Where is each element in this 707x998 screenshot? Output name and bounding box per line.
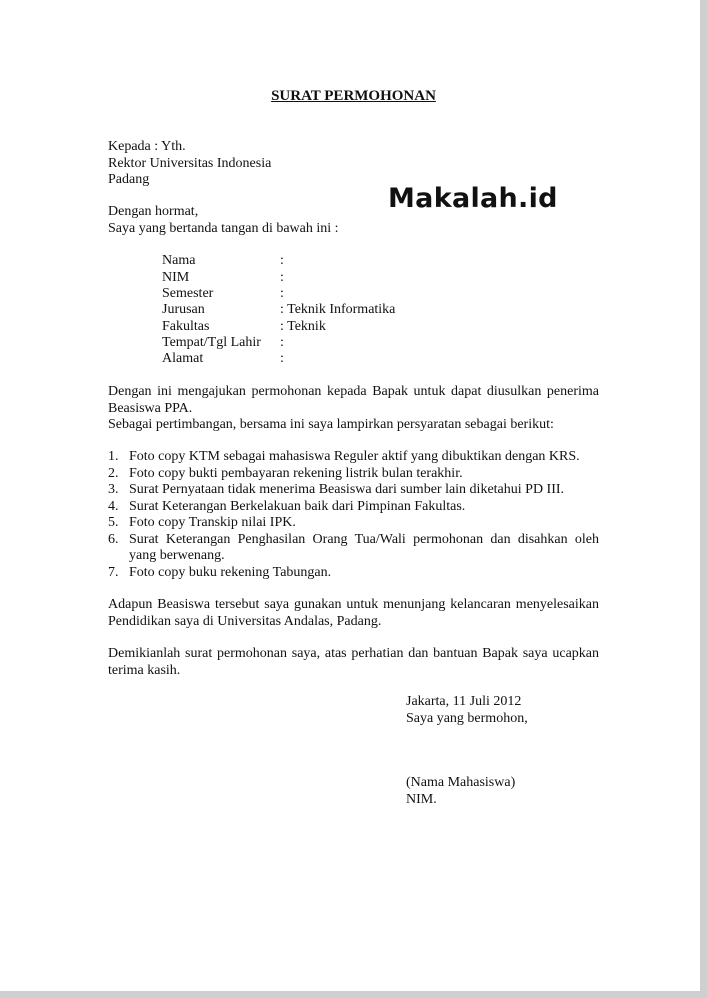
field-row-alamat	[162, 351, 284, 368]
field-row-nama	[162, 253, 284, 270]
field-value: :	[280, 253, 284, 268]
letter-title: SURAT PERMOHONAN	[271, 88, 436, 104]
field-label: Semester	[162, 286, 214, 301]
recipient-line-2: Rektor Universitas Indonesia	[108, 155, 272, 171]
list-item-number: 3.	[108, 482, 119, 497]
watermark-logo: Makalah.id	[388, 183, 558, 214]
field-label: Tempat/Tgl Lahir	[162, 335, 261, 350]
list-item-text: Foto copy Transkip nilai IPK.	[129, 515, 296, 530]
field-row-fakultas	[162, 319, 326, 336]
recipient-line-3: Padang	[108, 172, 150, 187]
field-label: Jurusan	[162, 302, 205, 317]
field-row-nim	[162, 270, 284, 287]
list-item	[108, 466, 599, 483]
signature-header	[406, 694, 528, 727]
list-item	[108, 482, 599, 499]
signature-sender: Saya yang bermohon,	[406, 710, 528, 726]
field-value: :	[280, 351, 284, 366]
field-row-semester	[162, 286, 284, 303]
list-item-text: Foto copy KTM sebagai mahasiswa Reguler aktif yang dibuktikan dengan KRS.	[129, 449, 580, 464]
field-row-tempat-tgl-lahir	[162, 335, 284, 352]
body-paragraph-1: Dengan ini mengajukan permohonan kepada Bapak untuk dapat diusulkan penerima Beasiswa PPA.	[108, 384, 599, 416]
field-value: :	[280, 286, 284, 301]
list-item	[108, 565, 599, 582]
greeting-line-2: Saya yang bertanda tangan di bawah ini :	[108, 220, 339, 236]
body-paragraph-2: Sebagai pertimbangan, bersama ini saya lampirkan persyaratan sebagai berikut:	[108, 417, 554, 432]
list-item	[108, 499, 599, 516]
list-item-number: 5.	[108, 515, 119, 530]
list-item-text: Foto copy buku rekening Tabungan.	[129, 564, 332, 580]
field-value: :	[280, 269, 284, 285]
requirements-list	[108, 449, 599, 581]
field-label: Alamat	[162, 351, 204, 366]
list-item-number: 2.	[108, 465, 119, 481]
recipient-line-1: Kepada : Yth.	[108, 139, 186, 154]
signature-footer	[406, 775, 515, 808]
list-item-number: 6.	[108, 531, 119, 547]
recipient-block	[108, 139, 599, 189]
list-item	[108, 532, 599, 565]
list-item-text: Foto copy bukti pembayaran rekening listrik bulan terakhir.	[129, 465, 463, 481]
list-item-text: Surat Keterangan Penghasilan Orang Tua/Wali permohonan dan disahkan oleh yang berwenang.	[129, 531, 599, 563]
list-item	[108, 515, 599, 532]
list-item-number: 7.	[108, 564, 119, 580]
field-value: :	[280, 335, 284, 350]
field-label: NIM	[162, 269, 190, 285]
signature-name: (Nama Mahasiswa)	[406, 775, 516, 790]
list-item	[108, 449, 599, 466]
closing-paragraph-1: Adapun Beasiswa tersebut saya gunakan untuk menunjang kelancaran menyelesaikan Pendidikan saya di Universitas Andalas, Padang.	[108, 597, 599, 629]
list-item-text: Surat Keterangan Berkelakuan baik dari Pimpinan Fakultas.	[129, 498, 466, 514]
list-item-number: 4.	[108, 498, 119, 514]
closing-paragraph-2: Demikianlah surat permohonan saya, atas perhatian dan bantuan Bapak saya ucapkan terima kasih.	[108, 646, 599, 678]
field-label: Nama	[162, 253, 196, 268]
field-value: : Teknik	[280, 318, 326, 334]
greeting-line-1: Dengan hormat,	[108, 204, 199, 219]
field-value: : Teknik Informatika	[280, 302, 396, 317]
field-label: Fakultas	[162, 318, 210, 334]
list-item-number: 1.	[108, 449, 119, 464]
signature-place-date: Jakarta, 11 Juli 2012	[406, 694, 522, 709]
field-row-jurusan	[162, 302, 395, 319]
greeting-block	[108, 204, 599, 237]
signature-nim: NIM.	[406, 791, 437, 807]
list-item-text: Surat Pernyataan tidak menerima Beasiswa dari sumber lain diketahui PD III.	[129, 482, 565, 497]
